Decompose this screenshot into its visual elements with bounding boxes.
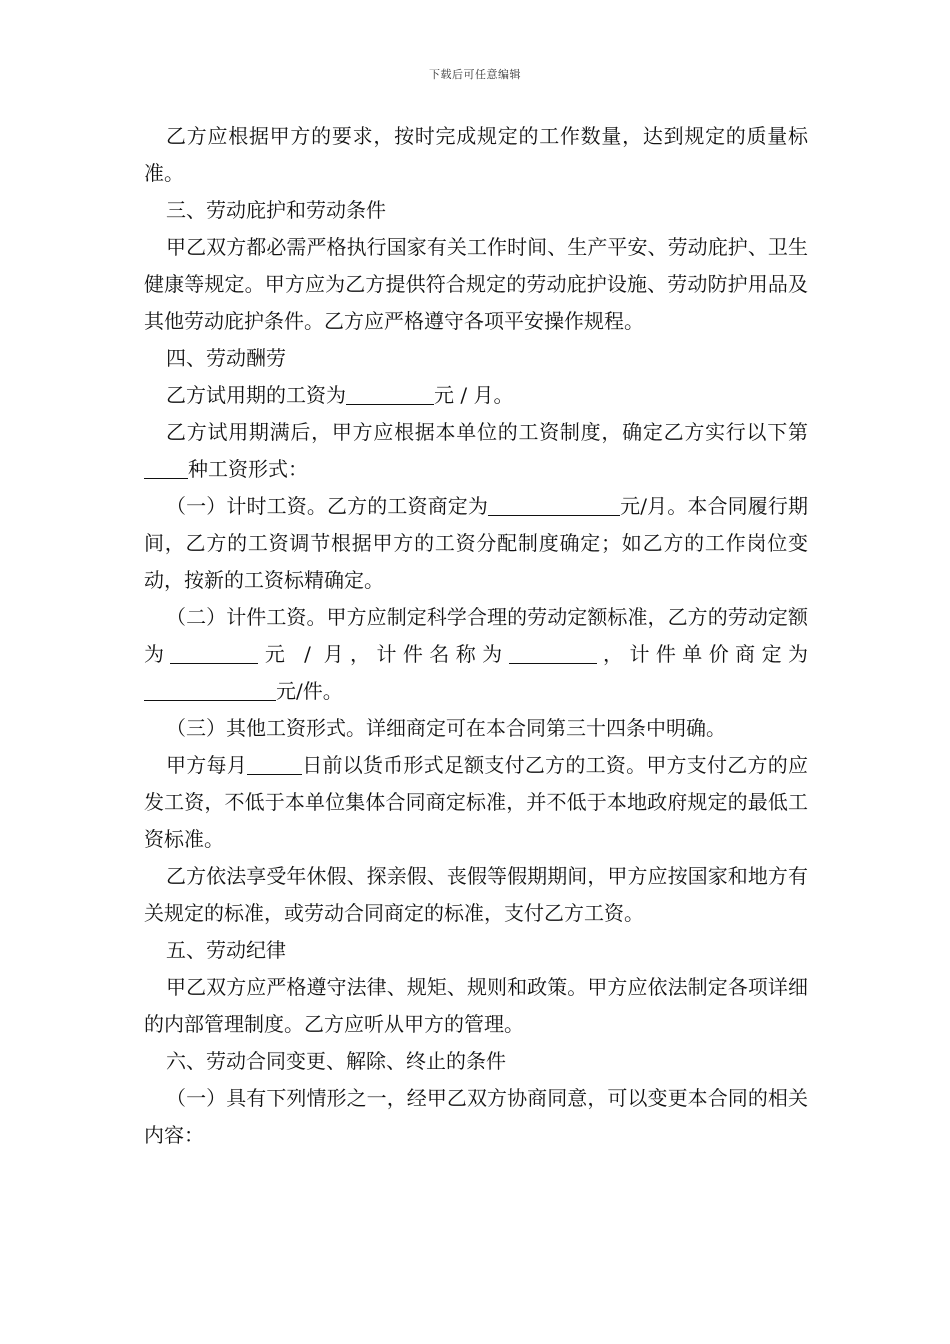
section-heading-contract-change: 六、劳动合同变更、解除、终止的条件 xyxy=(166,1049,506,1073)
hourly-wage-text-b: 元/月。本合同履行期间，乙方的工资调节根据甲方的工资分配制度确定；如乙方的工作岗位变动，按新的工资标精确定。 xyxy=(144,494,808,592)
pay-date-text-b: 日前以货币形式足额支付乙方的工资。甲方支付乙方的应发工资，不低于本单位集体合同商定标准，并不低于本地政府规定的最低工资标准。 xyxy=(144,753,809,851)
paragraph-labor-discipline: 甲乙双方应严格遵守法律、规矩、规则和政策。甲方应依法制定各项详细的内部管理制度。乙方应听从甲方的管理。 xyxy=(144,975,808,1036)
section-heading-remuneration: 四、劳动酬劳 xyxy=(166,346,286,370)
piece-name-blank[interactable] xyxy=(509,641,597,664)
page-header-note: 下载后可任意编辑 xyxy=(429,68,521,81)
piece-quota-blank[interactable] xyxy=(170,641,258,664)
piece-wage-text-b: 元 / 月，计件名称为 xyxy=(258,642,509,666)
piece-wage-text-a: （二）计件工资。甲方应制定科学合理的劳动定额标准，乙方的劳动定额为 xyxy=(144,605,808,666)
piece-wage-text-c: ，计件单价商定为 xyxy=(596,642,809,666)
paragraph-leave-pay: 乙方依法享受年休假、探亲假、丧假等假期期间，甲方应按国家和地方有关规定的标准，或劳动合同商定的标准，支付乙方工资。 xyxy=(144,864,808,925)
paragraph-work-quality: 乙方应根据甲方的要求，按时完成规定的工作数量，达到规定的质量标准。 xyxy=(144,124,808,185)
piece-wage-text-d: 元/件。 xyxy=(276,679,343,703)
paragraph-labor-protection: 甲乙双方都必需严格执行国家有关工作时间、生产平安、劳动庇护、卫生健康等规定。甲方应为乙方提供符合规定的劳动庇护设施、劳动防护用品及其他劳动庇护条件。乙方应严格遵守各项平安操作规程。 xyxy=(144,235,808,333)
pay-date-text-a: 甲方每月 xyxy=(166,753,247,777)
probation-wage-text-a: 乙方试用期的工资为 xyxy=(166,383,346,407)
wage-form-text-b: 种工资形式： xyxy=(188,457,308,481)
wage-form-text-a: 乙方试用期满后，甲方应根据本单位的工资制度，确定乙方实行以下第 xyxy=(166,420,808,444)
hourly-wage-text-a: （一）计时工资。乙方的工资商定为 xyxy=(166,494,488,518)
paragraph-pay-date xyxy=(144,747,808,858)
probation-wage-blank[interactable] xyxy=(346,382,434,405)
pay-date-blank[interactable] xyxy=(247,752,302,775)
probation-wage-text-b: 元 / 月。 xyxy=(434,383,514,407)
piece-price-blank[interactable] xyxy=(144,678,276,701)
section-heading-labor-discipline: 五、劳动纪律 xyxy=(166,938,286,962)
paragraph-hourly-wage xyxy=(144,488,808,599)
hourly-wage-blank[interactable] xyxy=(488,493,620,516)
section-heading-labor-protection: 三、劳动庇护和劳动条件 xyxy=(166,198,386,222)
paragraph-wage-form xyxy=(144,414,808,488)
paragraph-piece-wage xyxy=(144,599,808,710)
contract-body xyxy=(144,118,808,1154)
paragraph-contract-change: （一）具有下列情形之一，经甲乙双方协商同意，可以变更本合同的相关内容： xyxy=(144,1086,808,1147)
wage-form-blank[interactable] xyxy=(144,456,188,479)
paragraph-probation-wage xyxy=(144,377,808,414)
paragraph-other-wage: （三）其他工资形式。详细商定可在本合同第三十四条中明确。 xyxy=(166,716,726,740)
